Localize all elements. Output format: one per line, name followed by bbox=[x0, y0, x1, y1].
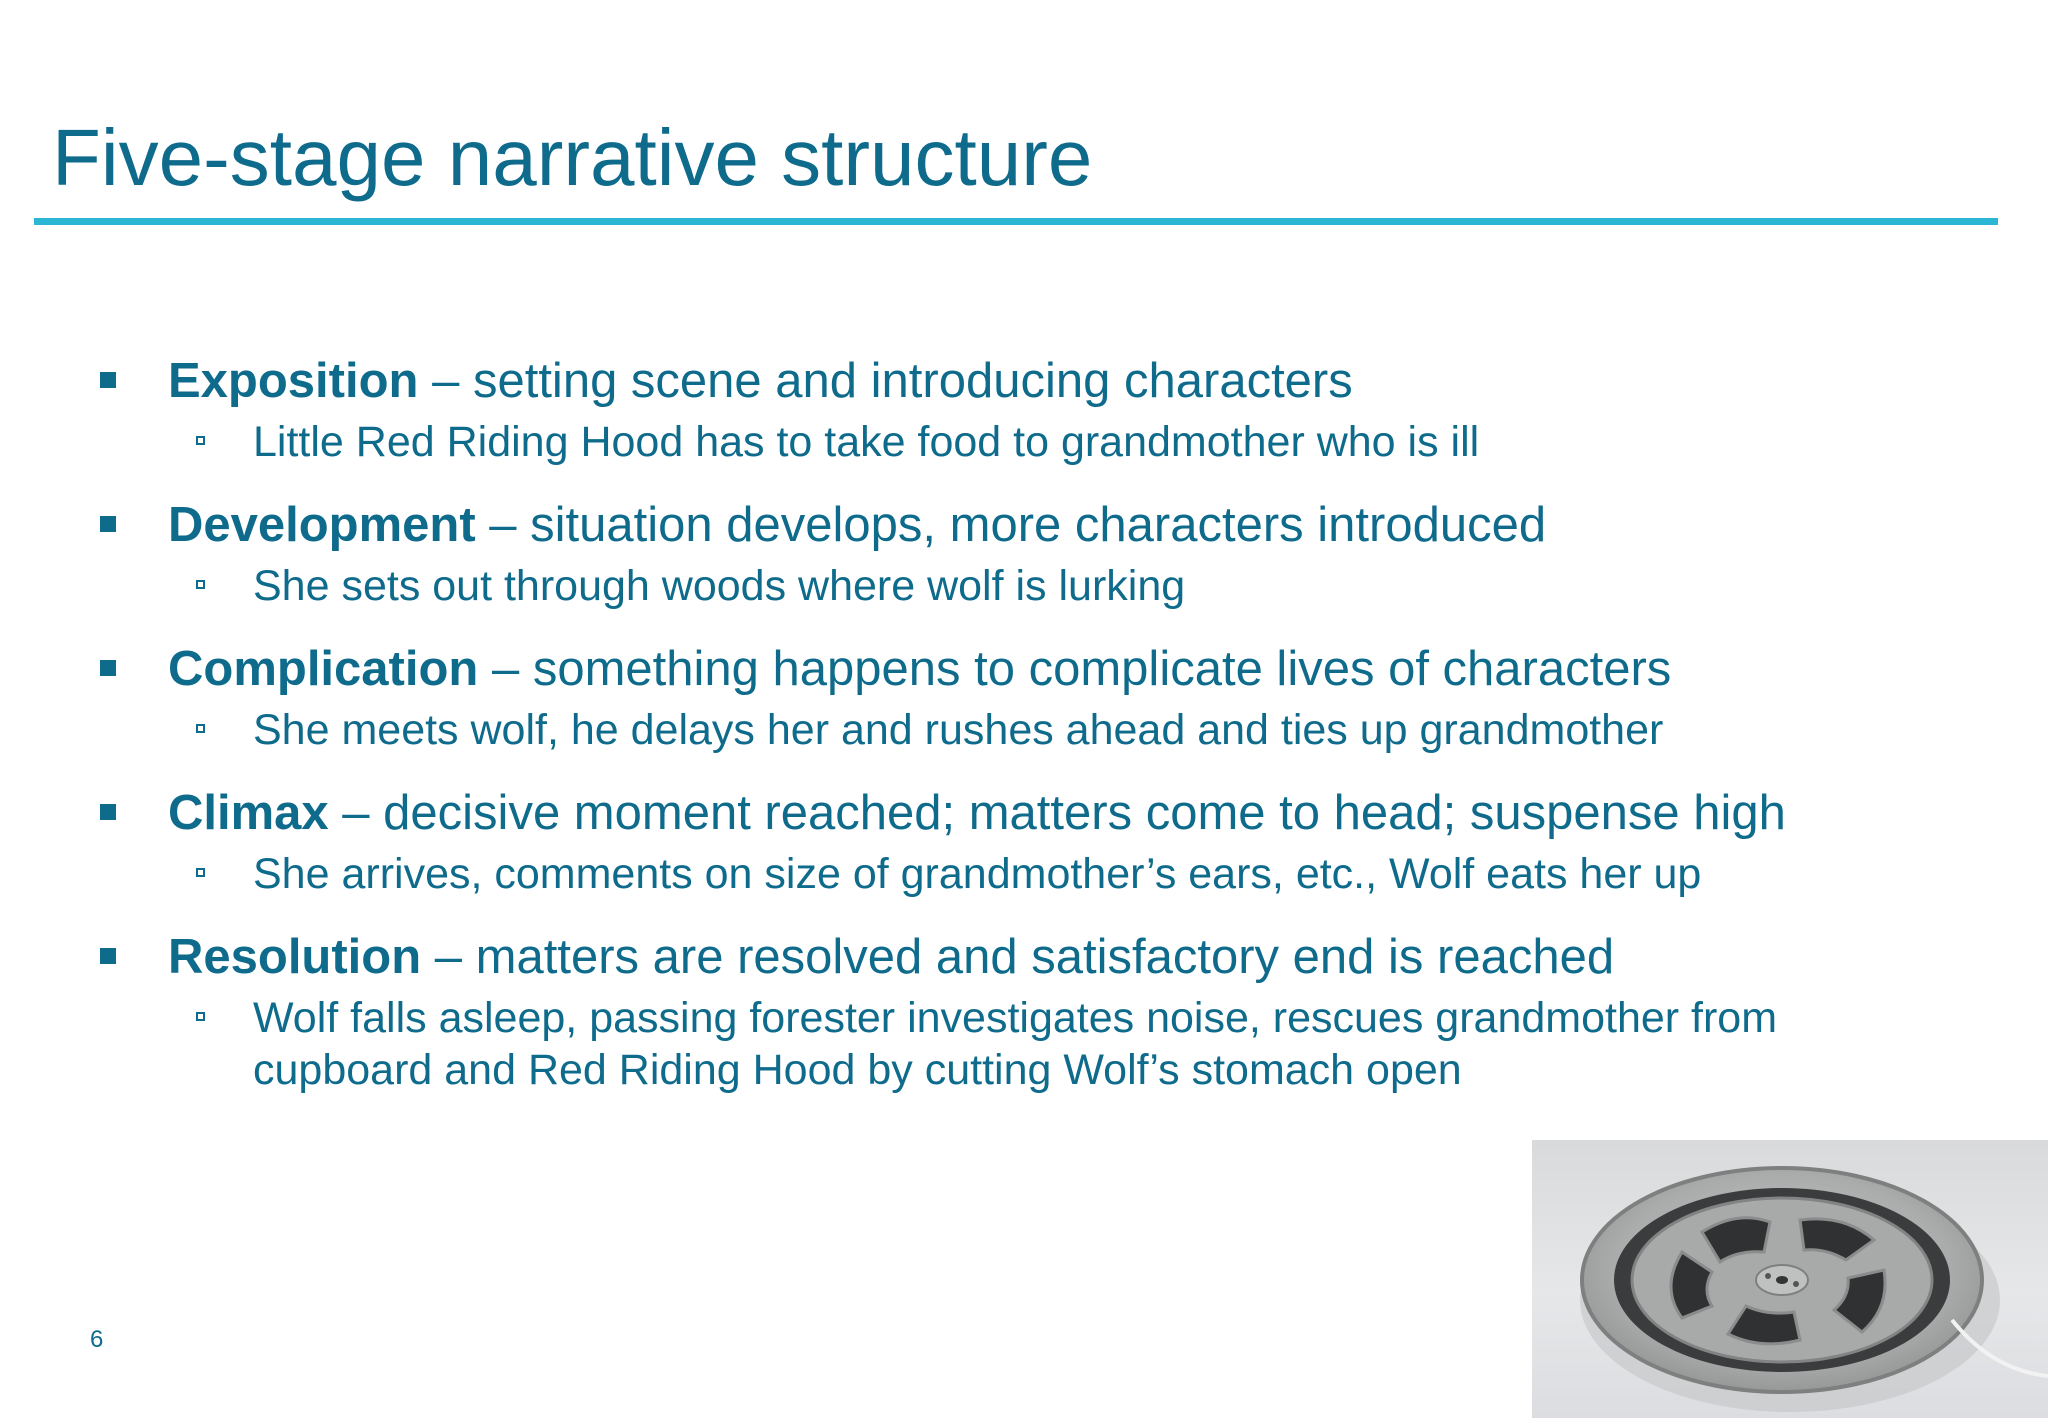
list-item-resolution bbox=[100, 926, 2000, 1096]
bullet-term: Development bbox=[168, 498, 476, 552]
list-item-exposition bbox=[100, 350, 2000, 468]
list-item-complication bbox=[100, 638, 2000, 756]
square-bullet-icon bbox=[100, 372, 116, 388]
film-reel-icon bbox=[1532, 1140, 2048, 1418]
square-bullet-icon bbox=[100, 516, 116, 532]
hollow-square-bullet-icon bbox=[196, 724, 205, 733]
hollow-square-bullet-icon bbox=[196, 580, 205, 589]
sub-bullet-text: Little Red Riding Hood has to take food to grandmother who is ill bbox=[253, 418, 1480, 466]
square-bullet-icon bbox=[100, 804, 116, 820]
list-item-development bbox=[100, 494, 2000, 612]
bullet-term: Resolution bbox=[168, 930, 422, 984]
bullet-description: – decisive moment reached; matters come to head; suspense high bbox=[328, 786, 1786, 840]
square-bullet-icon bbox=[100, 660, 116, 676]
sub-bullet-text: She sets out through woods where wolf is lurking bbox=[253, 562, 1186, 610]
bullet-text bbox=[168, 350, 1353, 412]
hollow-square-bullet-icon bbox=[196, 436, 205, 445]
hollow-square-bullet-icon bbox=[196, 1012, 205, 1021]
title-underline bbox=[34, 218, 1998, 225]
hollow-square-bullet-icon bbox=[196, 868, 205, 877]
bullet-text bbox=[168, 494, 1546, 556]
bullet-text bbox=[168, 638, 1671, 700]
bullet-term: Complication bbox=[168, 642, 479, 696]
bullet-text bbox=[168, 782, 1786, 844]
sub-bullet-text: Wolf falls asleep, passing forester investigates noise, rescues grandmother from cupboard and Red Riding Hood by cutting Wolf’s stomach open bbox=[253, 994, 1778, 1094]
page-number: 6 bbox=[90, 1326, 104, 1353]
bullet-list bbox=[100, 350, 2000, 1122]
sub-bullet-text: She meets wolf, he delays her and rushes ahead and ties up grandmother bbox=[253, 706, 1664, 754]
film-reel-photo bbox=[1532, 1140, 2048, 1418]
sub-bullet-text: She arrives, comments on size of grandmother’s ears, etc., Wolf eats her up bbox=[253, 850, 1702, 898]
bullet-text bbox=[168, 926, 1614, 988]
bullet-description: – setting scene and introducing characters bbox=[418, 354, 1353, 408]
bullet-term: Climax bbox=[168, 786, 329, 840]
slide-title: Five-stage narrative structure bbox=[52, 113, 1093, 202]
bullet-description: – situation develops, more characters introduced bbox=[475, 498, 1547, 552]
bullet-description: – something happens to complicate lives of characters bbox=[478, 642, 1672, 696]
bullet-term: Exposition bbox=[168, 354, 419, 408]
bullet-description: – matters are resolved and satisfactory end is reached bbox=[421, 930, 1615, 984]
list-item-climax bbox=[100, 782, 2000, 900]
square-bullet-icon bbox=[100, 948, 116, 964]
